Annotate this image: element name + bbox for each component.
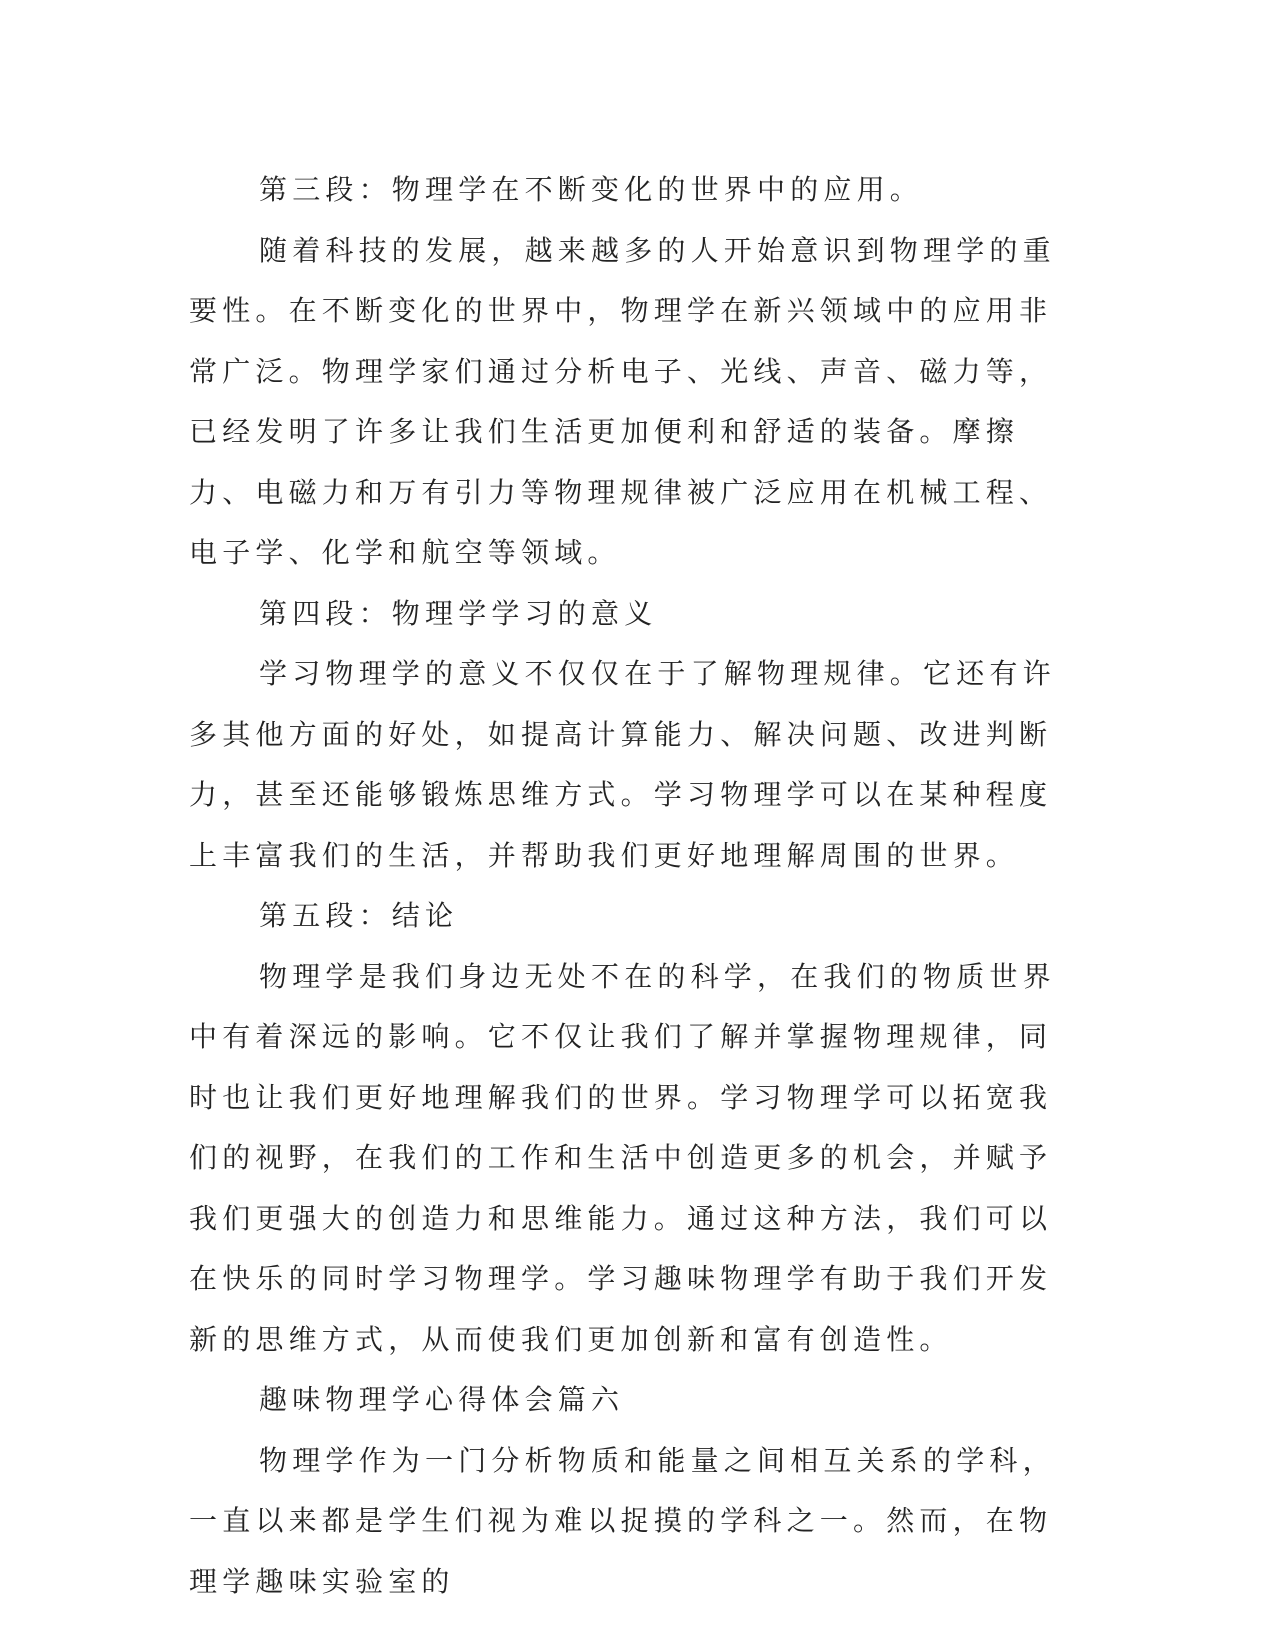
body-paragraph: 物理学是我们身边无处不在的科学，在我们的物质世界中有着深远的影响。它不仅让我们了解并掌握物理规律，同时也让我们更好地理解我们的世界。学习物理学可以拓宽我们的视野，在我们的工作和生活中创造更多的机会，并赋予我们更强大的创造力和思维能力。通过这种方法，我们可以在快乐的同时学习物理学。学习趣味物理学有助于我们开发新的思维方式，从而使我们更加创新和富有创造性。	[189, 959, 1056, 1356]
article-title: 趣味物理学心得体会篇六	[259, 1383, 625, 1416]
section-heading-4: 第四段：物理学学习的意义	[259, 596, 658, 630]
body-paragraph: 随着科技的发展，越来越多的人开始意识到物理学的重要性。在不断变化的世界中，物理学在新兴领域中的应用非常广泛。物理学家们通过分析电子、光线、声音、磁力等，已经发明了许多让我们生活更加便利和舒适的装备。摩擦力、电磁力和万有引力等物理规律被广泛应用在机械工程、电子学、化学和航空等领域。	[189, 233, 1056, 569]
section-heading-3: 第三段：物理学在不断变化的世界中的应用。	[259, 173, 924, 206]
body-paragraph: 学习物理学的意义不仅仅在于了解物理规律。它还有许多其他方面的好处，如提高计算能力、解决问题、改进判断力，甚至还能够锻炼思维方式。学习物理学可以在某种程度上丰富我们的生活，并帮助我们更好地理解周围的世界。	[189, 657, 1056, 872]
section-heading-5: 第五段：结论	[259, 899, 459, 932]
document-body	[189, 160, 1074, 1612]
body-paragraph: 物理学作为一门分析物质和能量之间相互关系的学科，一直以来都是学生们视为难以捉摸的学科之一。然而，在物理学趣味实验室的	[189, 1443, 1056, 1598]
